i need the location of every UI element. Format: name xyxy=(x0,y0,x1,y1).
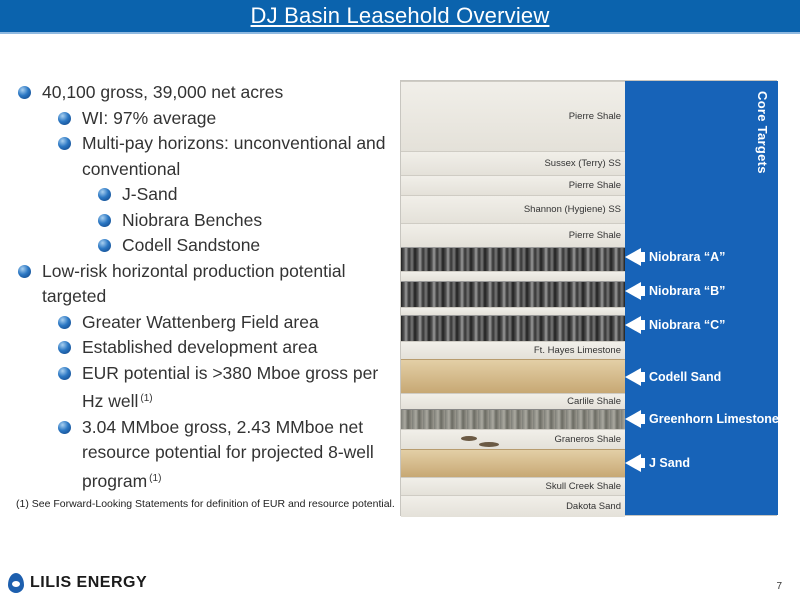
bullet-icon xyxy=(58,316,71,329)
footnote-marker: (1) xyxy=(140,393,153,404)
bullet-text: Codell Sandstone xyxy=(122,235,261,255)
stratigraphic-column xyxy=(400,80,777,516)
arrow-stem xyxy=(641,320,645,330)
core-target-label: Niobrara “B” xyxy=(649,284,726,298)
bullet-icon xyxy=(58,341,71,354)
bullet-text: J-Sand xyxy=(122,184,178,204)
layer-label: Pierre Shale xyxy=(568,111,621,122)
slide-title: DJ Basin Leasehold Overview xyxy=(250,3,550,28)
layer-label: Pierre Shale xyxy=(568,180,621,191)
core-target-label: J Sand xyxy=(649,456,690,470)
strat-layer xyxy=(401,195,625,223)
bullet-icon xyxy=(18,265,31,278)
strat-layer xyxy=(401,223,625,247)
bullet-icon xyxy=(58,367,71,380)
footnote-marker: (1) xyxy=(149,472,162,484)
core-target-marker xyxy=(625,282,725,300)
bullet-icon xyxy=(18,86,31,99)
layer-label: Shannon (Hygiene) SS xyxy=(523,204,621,215)
strat-layer xyxy=(401,341,625,359)
arrow-left-icon xyxy=(625,368,641,386)
bullet-item xyxy=(16,233,396,259)
bullet-item xyxy=(16,182,396,208)
bullet-icon xyxy=(98,214,111,227)
bullet-item xyxy=(16,131,396,182)
strat-layer xyxy=(401,449,625,477)
core-target-marker xyxy=(625,454,690,472)
arrow-stem xyxy=(641,372,645,382)
bullet-text: Established development area xyxy=(82,337,318,357)
company-logo xyxy=(8,573,147,593)
bullet-item xyxy=(16,335,396,361)
layer-label: Ft. Hayes Limestone xyxy=(533,345,621,356)
arrow-stem xyxy=(641,458,645,468)
bullet-icon xyxy=(58,137,71,150)
core-target-marker xyxy=(625,368,721,386)
strat-layer xyxy=(401,409,625,429)
bullet-text: WI: 97% average xyxy=(82,107,217,128)
strat-layer xyxy=(401,393,625,409)
bullet-item xyxy=(16,80,396,106)
bullet-item xyxy=(16,310,396,336)
strat-layer xyxy=(401,281,625,307)
strat-layer xyxy=(401,477,625,495)
strat-layer xyxy=(401,307,625,315)
bullet-text: Low-risk horizontal production potential targeted xyxy=(42,260,346,306)
bullet-item xyxy=(16,106,396,132)
logo-text: LILIS ENERGY xyxy=(30,574,148,591)
bullet-text: Multi-pay horizons: unconventional and conventional xyxy=(82,133,386,179)
bullet-text: Niobrara Benches xyxy=(122,209,263,230)
core-target-marker xyxy=(625,410,779,428)
arrow-left-icon xyxy=(625,316,641,334)
layer-label: Carlile Shale xyxy=(567,396,621,407)
bullet-icon xyxy=(98,188,111,201)
bullet-icon xyxy=(58,112,71,125)
pebble-mark xyxy=(479,442,499,447)
arrow-stem xyxy=(641,414,645,424)
strat-layer xyxy=(401,315,625,341)
bullet-icon xyxy=(58,421,71,434)
strat-layer xyxy=(401,271,625,281)
layer-label: Sussex (Terry) SS xyxy=(544,158,621,169)
bullet-item xyxy=(16,259,396,310)
layer-column xyxy=(401,81,625,515)
page-number: 7 xyxy=(776,581,782,592)
bullet-icon xyxy=(98,239,111,252)
layer-label: Pierre Shale xyxy=(568,230,621,241)
layer-label: Graneros Shale xyxy=(554,434,621,445)
core-target-label: Niobrara “A” xyxy=(649,250,726,264)
core-target-label: Greenhorn Limestone xyxy=(649,412,779,426)
core-target-label: Niobrara “C” xyxy=(649,318,726,332)
strat-layer xyxy=(401,151,625,175)
logo-drop-icon xyxy=(8,573,24,593)
strat-layer xyxy=(401,495,625,517)
core-target-marker xyxy=(625,316,725,334)
arrow-stem xyxy=(641,252,645,262)
core-target-marker xyxy=(625,248,725,266)
title-bar xyxy=(0,0,800,34)
footnote: (1) See Forward-Looking Statements for definition of EUR and resource potential. xyxy=(16,498,395,510)
arrow-left-icon xyxy=(625,248,641,266)
bullet-item xyxy=(16,415,396,495)
bullet-item xyxy=(16,361,396,415)
core-target-label: Codell Sand xyxy=(649,370,722,384)
arrow-stem xyxy=(641,286,645,296)
strat-layer xyxy=(401,175,625,195)
strat-layer xyxy=(401,247,625,271)
bullet-text: Greater Wattenberg Field area xyxy=(82,311,319,332)
strat-layer xyxy=(401,359,625,393)
layer-label: Dakota Sand xyxy=(566,501,621,512)
arrow-left-icon xyxy=(625,282,641,300)
layer-label: Skull Creek Shale xyxy=(545,481,621,492)
pebble-mark xyxy=(461,436,477,441)
bullet-text: 40,100 gross, 39,000 net acres xyxy=(42,82,284,102)
bullet-text: 3.04 MMboe gross, 2.43 MMboe net resource potential for projected 8-well program xyxy=(82,416,374,491)
arrow-left-icon xyxy=(625,410,641,428)
strat-layer xyxy=(401,81,625,151)
bullet-list xyxy=(16,80,396,494)
strat-layer xyxy=(401,429,625,449)
core-targets-title: Core Targets xyxy=(755,91,770,174)
bullet-item xyxy=(16,208,396,234)
bullet-text: EUR potential is >380 Mboe gross per Hz well xyxy=(82,362,379,411)
arrow-left-icon xyxy=(625,454,641,472)
